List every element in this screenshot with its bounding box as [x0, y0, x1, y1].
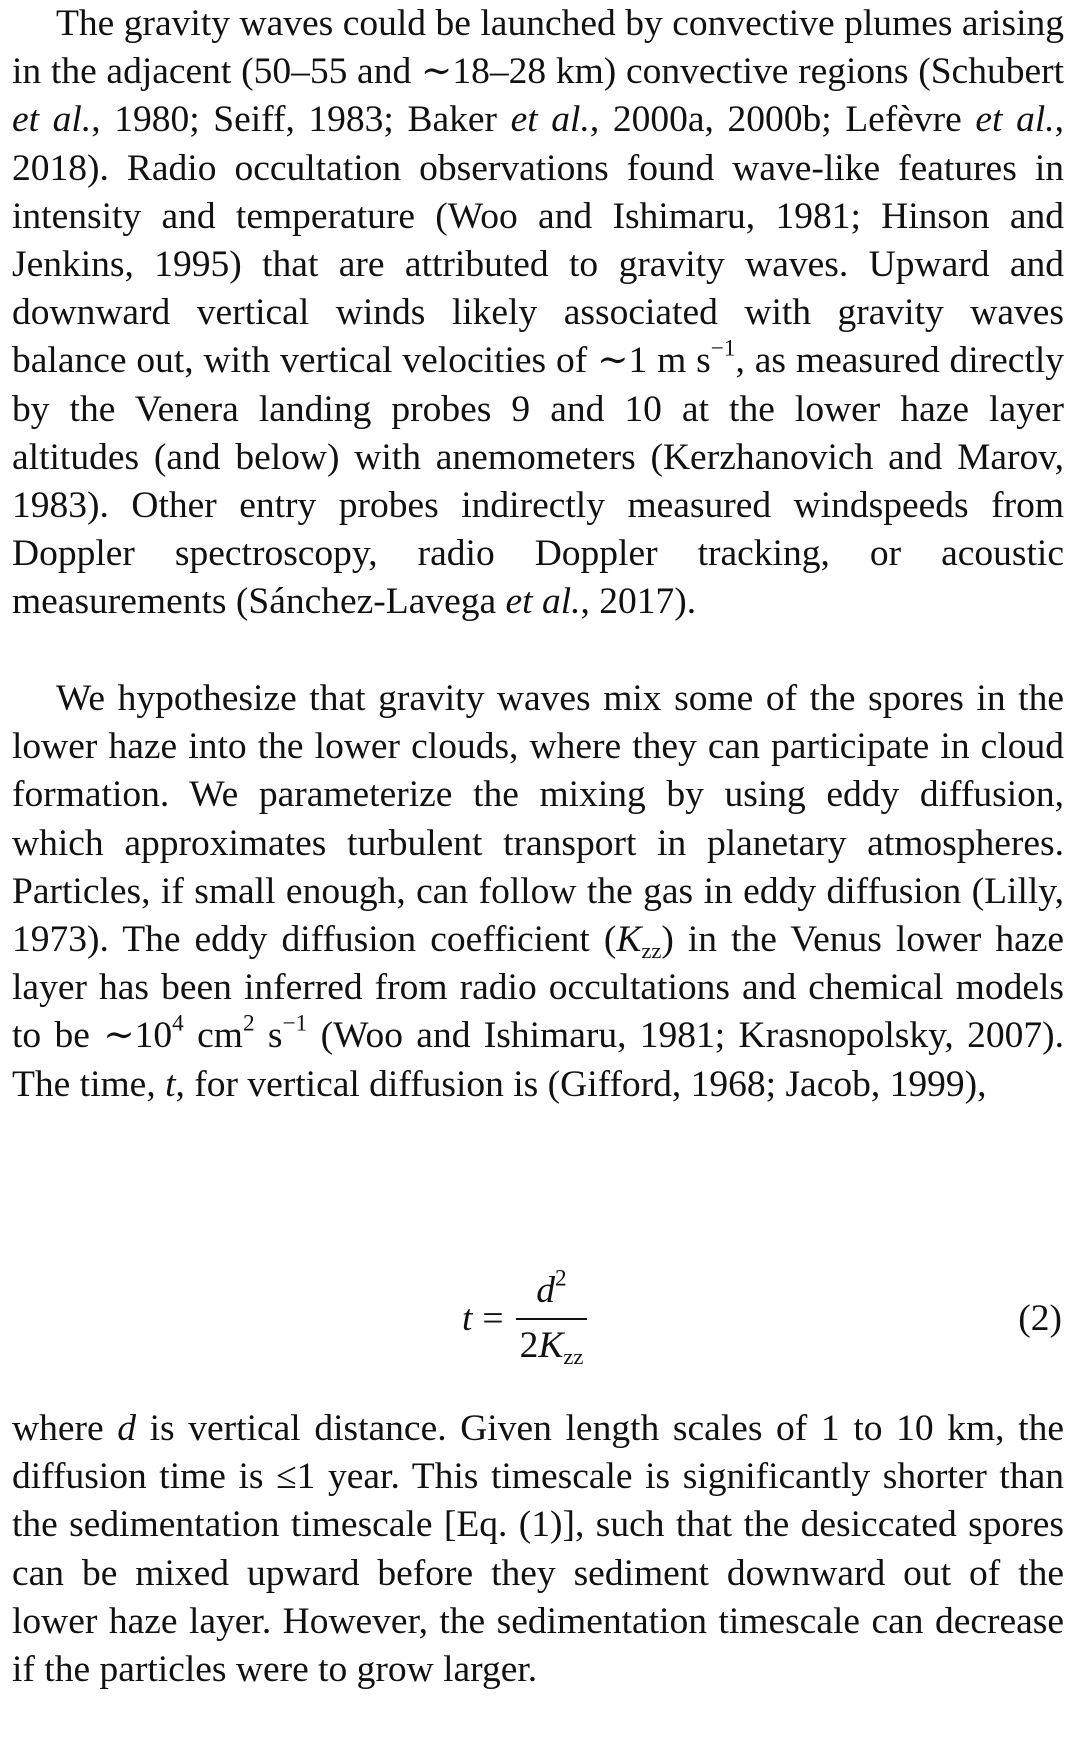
text-run: , as measured directly by the Venera landing probes 9 and 10 at the lower haze layer altitudes (and below) with anemometers (Kerzhanovich and Marov, 1983). Other entry probes indirectly measured windspeeds from Doppler spectroscopy, radio Doppler tracking, or acoustic measurements (Sánchez-Lavega	[12, 340, 1064, 623]
text-run: is vertical distance. Given length scales of 1 to 10 km, the diffusion time is ≤1 year. This timescale is significantly shorter than the sedimentation timescale [Eq. (1)], such that the desiccated spores can be mixed upward before they sediment downward out of the lower haze layer. However, the sedimentation timescale can decrease if the particles were to grow larger.	[12, 1408, 1064, 1691]
text-run: where	[12, 1408, 118, 1449]
paragraph-diffusion-time	[12, 1405, 1064, 1694]
superscript: 4	[172, 1010, 184, 1037]
text-run: The gravity waves could be launched by convective plumes arising in the adjacent (50–55 and ∼18–28 km) convective regions (Schubert	[12, 3, 1064, 93]
denominator-coefficient: 2	[519, 1325, 539, 1366]
text-run: , 2017).	[580, 581, 697, 623]
text-run: ) in the Venus lower haze layer has been inferred from radio occultations and chemical models to be ∼10	[12, 919, 1064, 1057]
variable-d: d	[117, 1408, 136, 1449]
numerator-variable: d	[536, 1270, 556, 1311]
equation-body	[462, 1258, 587, 1378]
text-run: s	[254, 1015, 283, 1057]
italic-et-al: et al.	[510, 99, 590, 141]
superscript: −1	[710, 335, 736, 362]
truncated-next-line	[12, 1738, 1064, 1758]
equals-sign: =	[482, 1297, 504, 1339]
text-run: cm	[183, 1015, 243, 1057]
variable-t: t	[165, 1063, 176, 1105]
text-run: , 2018). Radio occultation observations found wave-like features in intensity and temperature (Woo and Ishimaru, 1981; Hinson and Jenkins, 1995) that are attributed to gravity waves. Upward and downward vertical winds likely associated with gravity waves balance out, with vertical velocities of ∼1 m s	[12, 99, 1064, 382]
variable-k: K	[616, 919, 642, 961]
superscript: −1	[282, 1010, 308, 1037]
paragraph-hypothesis	[12, 675, 1064, 1109]
paragraph-gravity-waves	[12, 0, 1064, 627]
text-run: (Woo and Ishimaru, 1981; Krasnopolsky, 2007). The time,	[12, 1015, 1064, 1105]
fraction	[516, 1265, 588, 1369]
text-run: , for vertical diffusion is (Gifford, 1968; Jacob, 1999),	[175, 1063, 987, 1105]
subscript-zz: zz	[641, 937, 662, 963]
italic-et-al: et al.	[975, 99, 1055, 141]
text-run: , 2000a, 2000b; Lefèvre	[589, 99, 976, 141]
italic-et-al: et al.	[12, 99, 92, 141]
equation-number: (2)	[1018, 1297, 1062, 1339]
italic-et-al: et al.	[505, 581, 581, 623]
denominator-variable: K	[538, 1325, 564, 1366]
fraction-numerator	[532, 1265, 570, 1318]
numerator-exponent: 2	[555, 1265, 567, 1292]
text-run: We hypothesize that gravity waves mix some of the spores in the lower haze into the lower clouds, where they can participate in cloud formation. We parameterize the mixing by using eddy diffusion, which approximates turbulent transport in planetary atmospheres. Particles, if small enough, can follow the gas in eddy diffusion (Lilly, 1973). The eddy diffusion coefficient (	[12, 678, 1064, 961]
text-run: , 1980; Seiff, 1983; Baker	[91, 99, 511, 141]
denominator-subscript: zz	[563, 1343, 584, 1369]
fraction-denominator	[516, 1318, 588, 1367]
equation-lhs: t	[462, 1297, 473, 1339]
equation-2	[0, 1258, 1080, 1378]
superscript: 2	[242, 1010, 255, 1037]
